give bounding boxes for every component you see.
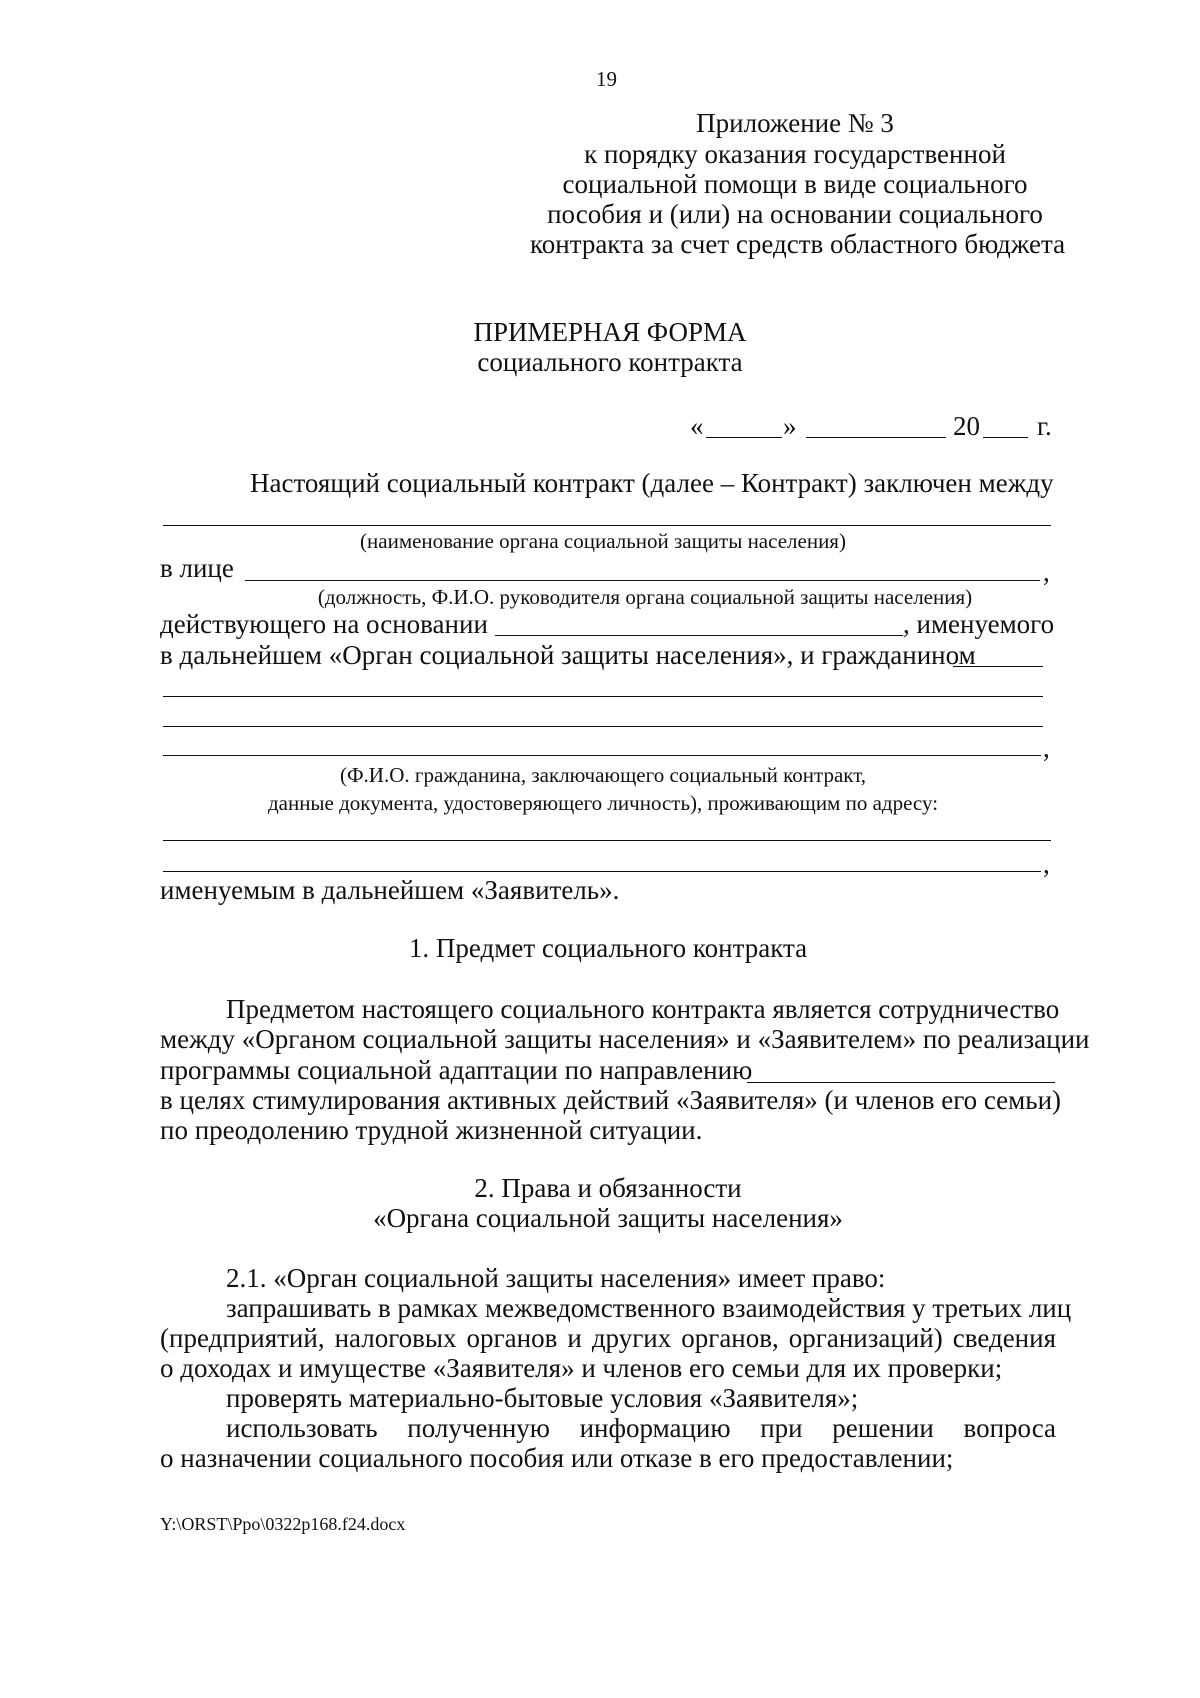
hint-citizen-address: данные документа, удостоверяющего личность), проживающим по адресу:: [267, 791, 939, 815]
section1-line: между «Органом социальной защиты населения» и «Заявителем» по реализации: [160, 1024, 1090, 1054]
section1-line: Предметом настоящего социального контракта является сотрудничество: [226, 994, 1060, 1024]
comma: ,: [1043, 733, 1050, 763]
named-applicant-line: именуемым в дальнейшем «Заявитель».: [160, 875, 620, 905]
year-prefix: 20: [953, 411, 980, 441]
direction-blank: [747, 1082, 1055, 1083]
section1-line: по преодолению трудной жизненной ситуации.: [160, 1115, 703, 1145]
section2-title: «Органа социальной защиты населения»: [373, 1203, 843, 1233]
citizen-blank: [953, 666, 1043, 667]
section1-line: программы социальной адаптации по направлению: [160, 1055, 753, 1085]
clause-line: о назначении социального пособия или отказе в его предоставлении;: [160, 1443, 954, 1473]
further-named-label: в дальнейшем «Орган социальной защиты населения», и гражданином: [160, 640, 976, 670]
citizen-blank: [163, 696, 1043, 697]
comma: ,: [1043, 849, 1050, 879]
basis-blank: [495, 635, 903, 636]
section1-title: 1. Предмет социального контракта: [408, 933, 808, 963]
acting-on-basis-label: действующего на основании: [160, 609, 488, 639]
form-subtitle: социального контракта: [477, 347, 743, 377]
date-close-quote: »: [783, 411, 797, 441]
citizen-blank: [163, 726, 1043, 727]
appendix-line: социальной помощи в виде социального: [562, 169, 1028, 199]
day-blank: [706, 437, 782, 438]
clause-line: запрашивать в рамках межведомственного взаимодействия у третьих лиц: [226, 1293, 1072, 1323]
footer-file-path: Y:\ORST\Ppo\0322p168.f24.docx: [160, 1514, 406, 1534]
hint-head: (должность, Ф.И.О. руководителя органа социальной защиты населения): [317, 585, 973, 609]
clause-line: (предприятий, налоговых органов и других органов, организаций) сведения: [160, 1323, 1056, 1353]
intro-line: Настоящий социальный контракт (далее – Контракт) заключен между: [250, 468, 1054, 498]
clause-line: использовать полученную информацию при решении вопроса: [226, 1413, 1056, 1443]
address-blank: [163, 871, 1041, 872]
month-blank: [806, 437, 946, 438]
clause-2-1-title: 2.1. «Орган социальной защиты населения» имеет право:: [226, 1263, 886, 1293]
page-number: 19: [596, 67, 617, 91]
organ-name-blank: [163, 525, 1051, 526]
form-title: ПРИМЕРНАЯ ФОРМА: [473, 317, 747, 347]
clause-line: проверять материально-бытовые условия «Заявителя»;: [226, 1383, 859, 1413]
year-suffix: г.: [1037, 411, 1052, 441]
citizen-blank: [163, 755, 1041, 756]
appendix-line: контракта за счет средств областного бюджета: [530, 229, 1066, 259]
comma: ,: [1043, 557, 1050, 587]
address-blank: [163, 840, 1051, 841]
hint-organ: (наименование органа социальной защиты населения): [360, 529, 846, 553]
in-person-label: в лице: [160, 553, 234, 583]
clause-line: о доходах и имуществе «Заявителя» и членов его семьи для их проверки;: [160, 1353, 1003, 1383]
year-blank: [983, 437, 1028, 438]
section1-line: в целях стимулирования активных действий «Заявителя» (и членов его семьи): [160, 1085, 1062, 1115]
named-suffix: , именуемого: [903, 609, 1055, 639]
appendix-title: Приложение № 3: [696, 108, 894, 138]
hint-citizen: (Ф.И.О. гражданина, заключающего социальный контракт,: [339, 763, 867, 787]
head-blank: [245, 580, 1040, 581]
appendix-line: пособия и (или) на основании социального: [547, 199, 1043, 229]
appendix-line: к порядку оказания государственной: [584, 139, 1006, 169]
date-open-quote: «: [690, 411, 704, 441]
section2-title: 2. Права и обязанности: [474, 1173, 742, 1203]
